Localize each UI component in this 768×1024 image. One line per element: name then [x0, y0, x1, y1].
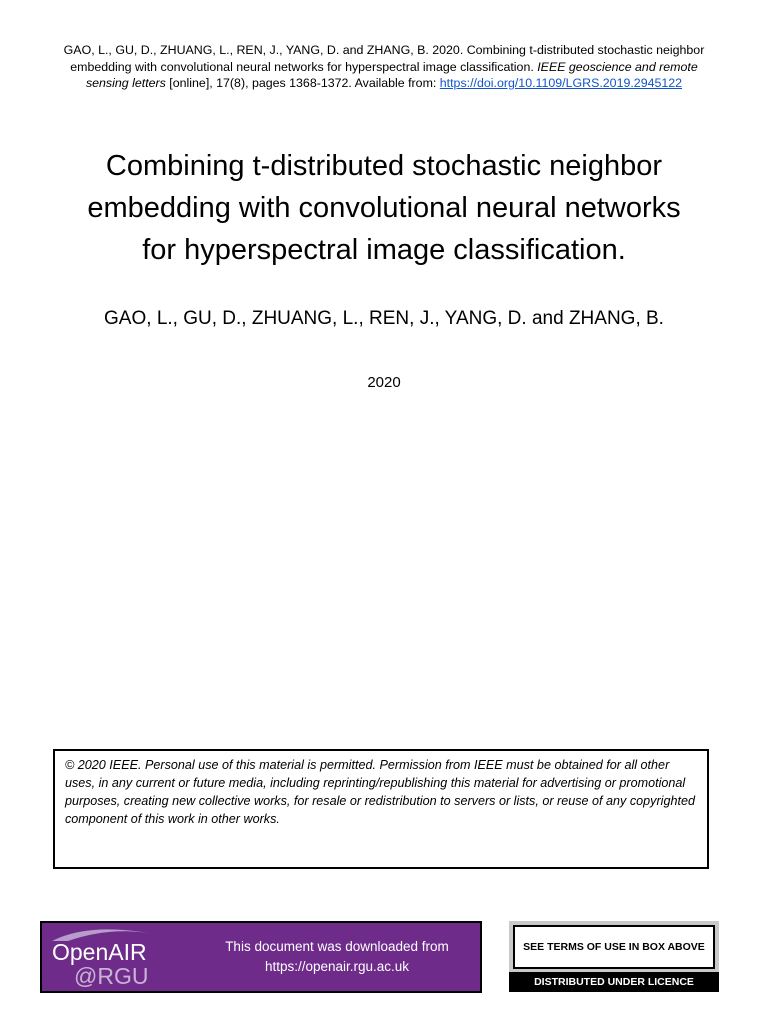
- title-line-1: Combining t-distributed stochastic neighbor: [105, 150, 663, 182]
- banner-url[interactable]: https://openair.rgu.ac.uk: [264, 959, 410, 974]
- terms-box: SEE TERMS OF USE IN BOX ABOVE: [513, 925, 715, 969]
- logo-text-rgu: @RGU: [74, 963, 149, 989]
- citation-text: GAO, L., GU, D., ZHUANG, L., REN, J., YANG, D. and ZHANG, B. 2020. Combining t-distributed stochastic neighbor embedding with convolutional neural networks for hyperspectral image classification.: [63, 43, 705, 74]
- doi-link[interactable]: https://doi.org/10.1109/LGRS.2019.2945122: [439, 76, 683, 90]
- openair-logo: [48, 925, 168, 989]
- title-line-3: for hyperspectral image classification.: [142, 234, 626, 266]
- page-title: [40, 145, 728, 271]
- citation: [50, 42, 718, 92]
- copyright-notice: © 2020 IEEE. Personal use of this material is permitted. Permission from IEEE must be obtained for all other uses, in any current or future media, including reprinting/republishing this material for advertising or promotional purposes, creating new collective works, for resale or redistribution to servers or lists, or reuse of any copyrighted component of this work in other works.: [53, 749, 709, 869]
- title-line-2: embedding with convolutional neural networks: [87, 192, 681, 224]
- year: 2020: [367, 374, 401, 391]
- logo-text-openair: OpenAIR: [52, 939, 147, 965]
- authors: GAO, L., GU, D., ZHUANG, L., REN, J., YANG, D. and ZHANG, B.: [104, 308, 664, 329]
- terms-of-use-badge: [509, 921, 719, 992]
- banner-line-1: This document was downloaded from: [225, 939, 449, 954]
- banner-text: [192, 937, 482, 977]
- citation-details: [online], 17(8), pages 1368-1372. Available from:: [165, 76, 440, 90]
- openair-banner[interactable]: [40, 921, 482, 993]
- licence-bar: DISTRIBUTED UNDER LICENCE: [509, 972, 719, 992]
- citation-journal: IEEE geoscience and remote sensing letters: [85, 59, 698, 90]
